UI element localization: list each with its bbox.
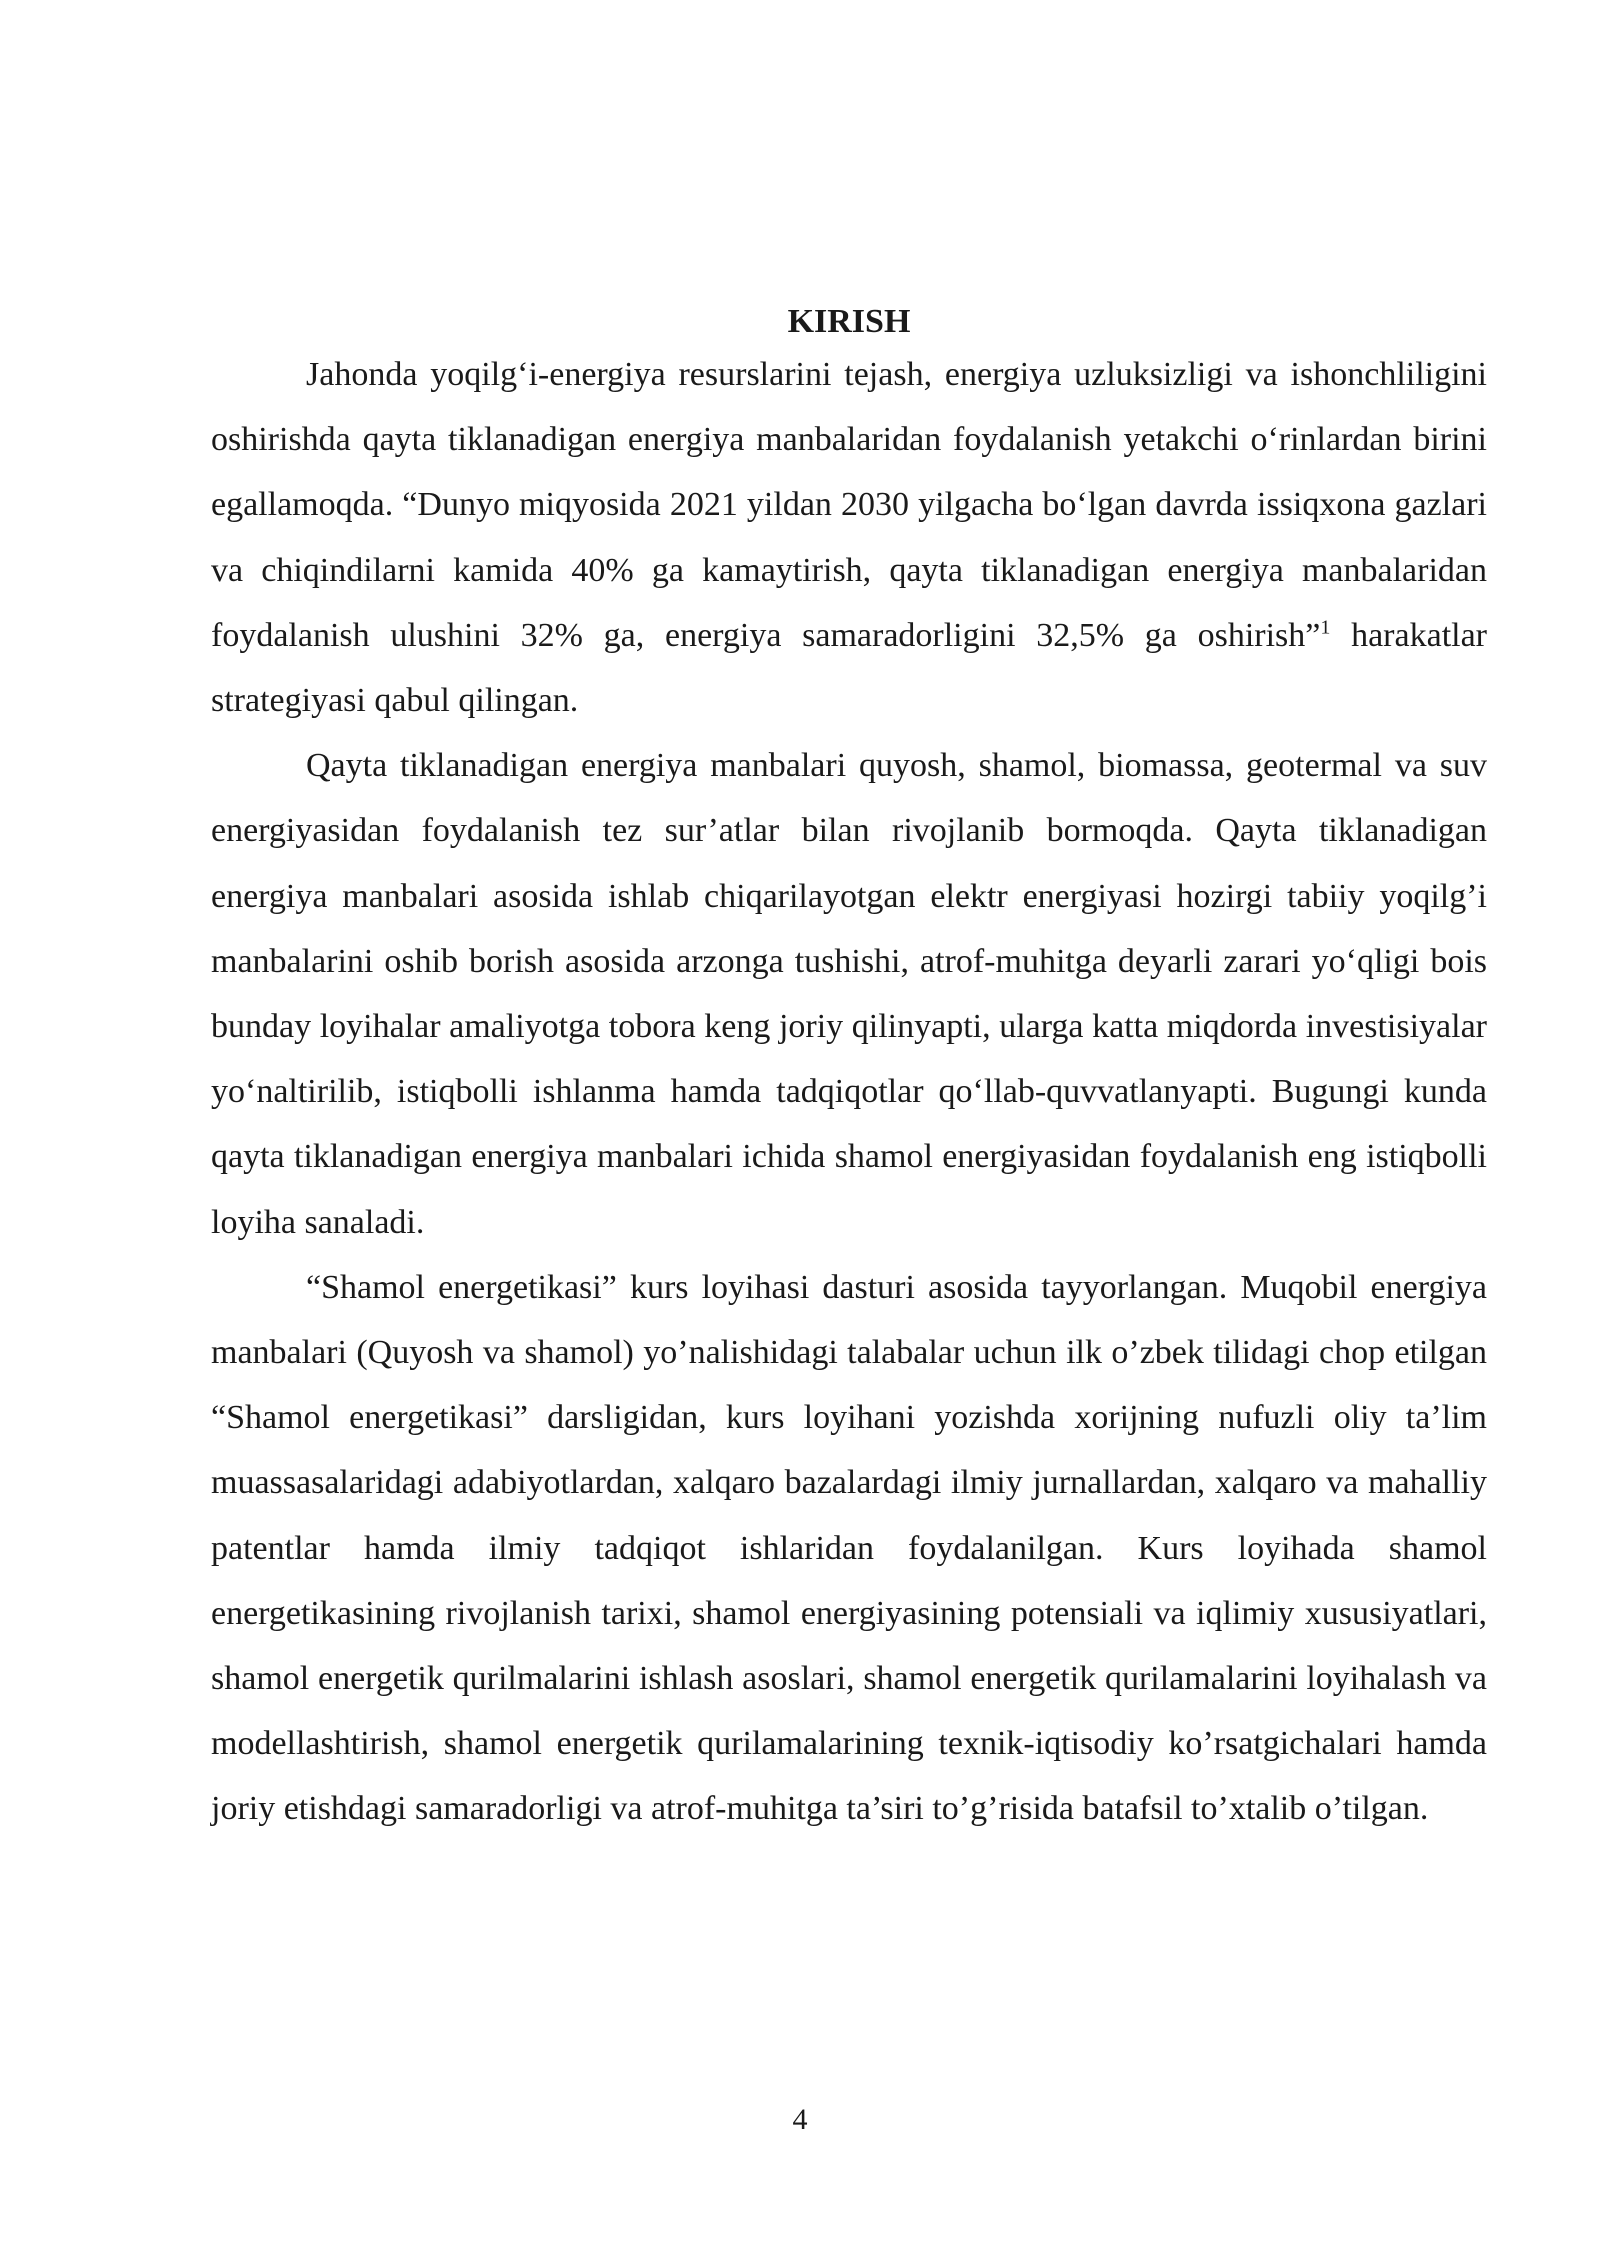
document-page	[211, 302, 1487, 1842]
paragraph-2	[211, 733, 1487, 1255]
section-title: KIRISH	[787, 303, 911, 340]
paragraph-1	[211, 342, 1487, 733]
paragraph-1-text-after: harakatlar strategiyasi qabul qilingan.	[211, 616, 1487, 720]
page-number: 4	[792, 2103, 808, 2136]
footnote-reference[interactable]: 1	[1320, 616, 1331, 639]
paragraph-3	[211, 1255, 1487, 1842]
paragraph-2-text: Qayta tiklanadigan energiya manbalari quyosh, shamol, biomassa, geotermal va suv energiyasidan foydalanish tez sur’atlar bilan rivojlanib bormoqda. Qayta tiklanadigan energiya manbalari asosida ishlab chiqarilayotgan elektr energiyasi hozirgi tabiiy yoqilg’i manbalarini oshib borish asosida arzonga tushishi, atrof-muhitga deyarli zarari yo‘qligi bois bunday loyihalar amaliyotga tobora keng joriy qilinyapti, ularga katta miqdorda investisiyalar yo‘naltirilib, istiqbolli ishlanma hamda tadqiqotlar qo‘llab-quvvatlanyapti. Bugungi kunda qayta tiklanadigan energiya manbalari ichida shamol energiyasidan foydalanish eng istiqbolli loyiha sanaladi.	[211, 747, 1487, 1241]
paragraph-3-text: “Shamol energetikasi” kurs loyihasi dasturi asosida tayyorlangan. Muqobil energiya manbalari (Quyosh va shamol) yo’nalishidagi talabalar uchun ilk o’zbek tilidagi chop etilgan “Shamol energetikasi” darsligidan, kurs loyihani yozishda xorijning nufuzli oliy ta’lim muassasalaridagi adabiyotlardan, xalqaro bazalardagi ilmiy jurnallardan, xalqaro va mahalliy patentlar hamda ilmiy tadqiqot ishlaridan foydalanilgan. Kurs loyihada shamol energetikasining rivojlanish tarixi, shamol energiyasining potensiali va iqlimiy xususiyatlari, shamol energetik qurilmalarini ishlash asoslari, shamol energetik qurilamalarini loyihalash va modellashtirish, shamol energetik qurilamalarining texnik-iqtisodiy ko’rsatgichalari hamda joriy etishdagi samaradorligi va atrof-muhitga ta’siri to’g’risida batafsil to’xtalib o’tilgan.	[211, 1268, 1487, 1828]
paragraph-1-text: Jahonda yoqilg‘i-energiya resurslarini tejash, energiya uzluksizligi va ishonchliligini oshirishda qayta tiklanadigan energiya manbalaridan foydalanish yetakchi o‘rinlardan birini egallamoqda. “Dunyo miqyosida 2021 yildan 2030 yilgacha bo‘lgan davrda issiqxona gazlari va chiqindilarni kamida 40% ga kamaytirish, qayta tiklanadigan energiya manbalaridan foydalanish ulushini 32% ga, energiya samaradorligini 32,5% ga oshirish”	[211, 356, 1487, 654]
